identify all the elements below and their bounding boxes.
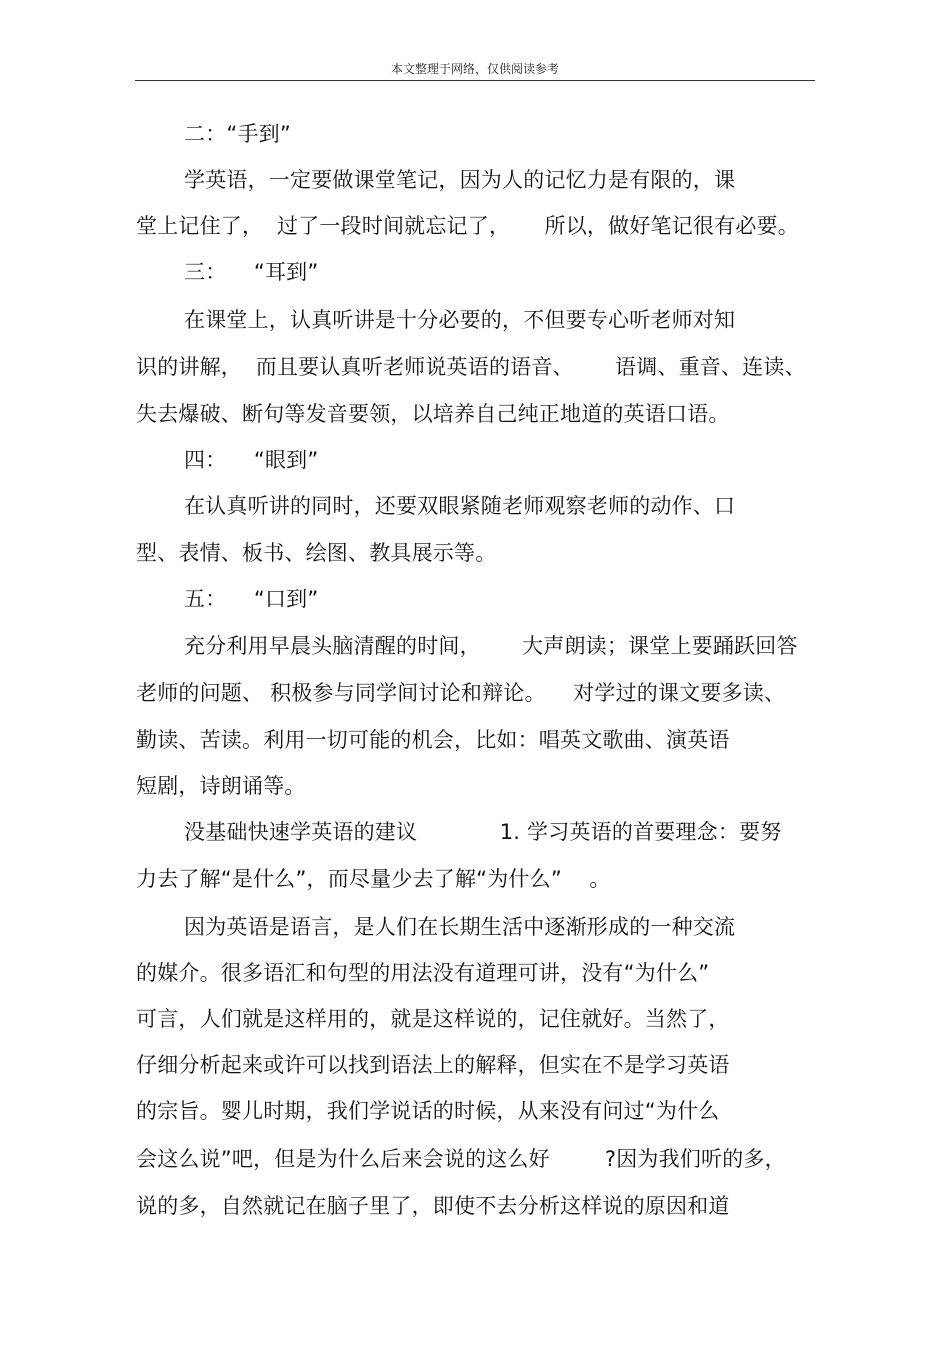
- paragraph-line: 的媒介。很多语汇和句型的用法没有道理可讲，没有“为什么”: [136, 961, 710, 985]
- page-header: 本文整理于网络，仅供阅读参考: [390, 62, 559, 76]
- paragraph-line: 力去了解“是什么”，而尽量少去了解“为什么” 。: [136, 867, 611, 891]
- paragraph-line: 识的讲解， 而且要认真听老师说英语的语音、 语调、重音、连读、: [136, 355, 806, 379]
- paragraph-line: 型、表情、板书、绘图、教具展示等。: [136, 541, 497, 565]
- section-heading-4: 四： “眼到”: [184, 448, 319, 472]
- section-heading-5: 五： “口到”: [184, 587, 319, 611]
- paragraph-line: 堂上记住了， 过了一段时间就忘记了， 所以，做好笔记很有必要。: [136, 214, 799, 238]
- section-heading-3: 三： “耳到”: [184, 260, 319, 284]
- paragraph-line: 勤读、苦读。利用一切可能的机会，比如：唱英文歌曲、演英语: [136, 728, 730, 752]
- paragraph-line: 没基础快速学英语的建议 1. 学习英语的首要理念：要努: [184, 820, 782, 844]
- paragraph-line: 在课堂上，认真听讲是十分必要的，不但要专心听老师对知: [184, 308, 736, 332]
- paragraph-line: 老师的问题、 积极参与同学间讨论和辩论。 对学过的课文要多读、: [136, 681, 786, 705]
- paragraph-line: 仔细分析起来或许可以找到语法上的解释，但实在不是学习英语: [136, 1053, 730, 1077]
- paragraph-line: 因为英语是语言，是人们在长期生活中逐渐形成的一种交流: [184, 915, 736, 939]
- paragraph-line: 学英语，一定要做课堂笔记，因为人的记忆力是有限的，课: [184, 168, 736, 192]
- section-heading-2: 二：“手到”: [184, 122, 291, 146]
- header-divider: [135, 80, 815, 81]
- paragraph-line: 可言，人们就是这样用的，就是这样说的，记住就好。当然了，: [136, 1007, 730, 1031]
- paragraph-line: 在认真听讲的同时，还要双眼紧随老师观察老师的动作、口: [184, 494, 736, 518]
- paragraph-line: 的宗旨。婴儿时期，我们学说话的时候，从来没有问过“为什么: [136, 1099, 720, 1123]
- paragraph-line: 说的多，自然就记在脑子里了，即使不去分析这样说的原因和道: [136, 1194, 730, 1218]
- paragraph-line: 充分利用早晨头脑清醒的时间， 大声朗读；课堂上要踊跃回答: [184, 634, 798, 658]
- paragraph-line: 失去爆破、断句等发音要领，以培养自己纯正地道的英语口语。: [136, 402, 730, 426]
- paragraph-line: 短剧，诗朗诵等。: [136, 774, 306, 798]
- paragraph-line: 会这么说”吧，但是为什么后来会说的这么好 ?因为我们听的多，: [136, 1147, 786, 1171]
